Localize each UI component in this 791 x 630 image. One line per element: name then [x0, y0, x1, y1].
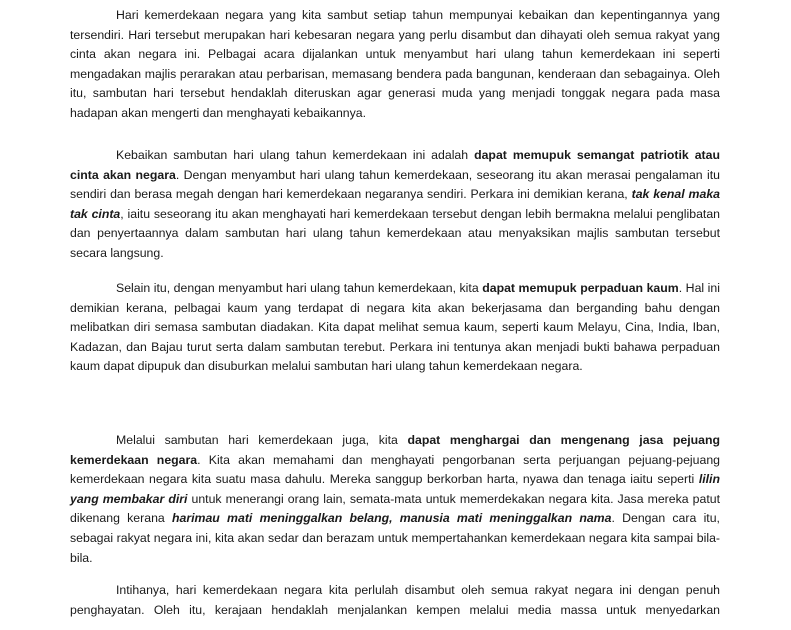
paragraph-text: Melalui sambutan hari kemerdekaan juga, kita — [116, 433, 408, 447]
proverb-bold-italic: harimau mati meninggalkan belang, manusia mati meninggalkan nama — [171, 511, 612, 526]
paragraph-text: Intihanya, hari kemerdekaan negara kita perlulah disambut oleh semua rakyat negara ini dengan penuh penghayatan. Oleh itu, kerajaan hendaklah menjalankan kempen melalui media massa untuk menyedarkan — [70, 583, 720, 617]
paragraph-text: , iaitu seseorang itu akan menghayati hari kemerdekaan tersebut dengan lebih bermakna melalui penglibatan dan penyertaannya dalam sambutan hari ulang tahun kemerdekaan atau menyaksikan majlis sambutan tersebut secara langsung. — [70, 206, 721, 260]
paragraph-patriotism — [70, 146, 720, 264]
paragraph-text: Hari kemerdekaan negara yang kita sambut setiap tahun mempunyai kebaikan dan kepentingannya yang tersendiri. Hari tersebut merupakan hari kebesaran negara yang perlu disambut dan dihayati oleh semua rakyat yang cinta akan negara ini. Pelbagai acara dijalankan untuk menyambut hari ulang tahun kemerdekaan ini seperti mengadakan majlis perarakan atau perbarisan, memasang bendera pada bangunan, kenderaan dan sebagainya. Oleh itu, sambutan hari tersebut hendaklah diteruskan agar generasi muda yang menjadi tonggak negara pada masa hadapan akan mengerti dan menghayati kebaikannya. — [70, 8, 720, 120]
proverb-bold-italic: lilin yang membakar diri — [70, 472, 720, 506]
paragraph-text: . Dengan menyambut hari ulang tahun kemerdekaan, seseorang itu akan merasai pengalaman itu sendiri dan berasa megah dengan hari kemerdekaan negaranya sendiri. Perkara ini demikian kerana, — [70, 167, 721, 202]
paragraph-text: untuk menerangi orang lain, semata-mata untuk memerdekakan negara kita. Jasa mereka patut dikenang kerana — [70, 491, 720, 526]
paragraph-heroes — [70, 431, 720, 568]
paragraph-text: Selain itu, dengan menyambut hari ulang tahun kemerdekaan, kita — [116, 281, 483, 295]
key-point-bold: dapat menghargai dan mengenang jasa pejuang kemerdekaan negara — [70, 433, 720, 467]
paragraph-text: . Kita akan memahami dan menghayati pengorbanan serta perjuangan pejuang-pejuang kemerdekaan negara kita suatu masa dahulu. Mereka sanggup berkorban harta, nyawa dan tenaga iaitu seperti — [70, 452, 721, 487]
key-point-bold: dapat memupuk perpaduan kaum — [482, 281, 679, 295]
paragraph-text: . Dengan cara itu, sebagai rakyat negara ini, kita akan sedar dan berazam untuk mempertahankan kemerdekaan negara kita sampai bila-bila. — [70, 511, 720, 565]
paragraph-introduction — [70, 6, 720, 124]
paragraph-conclusion — [70, 581, 720, 620]
paragraph-text: Kebaikan sambutan hari ulang tahun kemerdekaan ini adalah — [116, 148, 475, 162]
paragraph-unity — [70, 279, 720, 377]
paragraph-text: . Hal ini demikian kerana, pelbagai kaum yang terdapat di negara kita akan bekerjasama dan berganding bahu dengan melibatkan diri semasa sambutan diadakan. Kita dapat melihat semua kaum, seperti kaum Melayu, Cina, India, Iban, Kadazan, dan Bajau turut serta dalam sambutan terebut. Perkara ini tentunya akan menjadi bukti bahawa perpaduan kaum dapat dipupuk dan disuburkan melalui sambutan hari ulang tahun kemerdekaan negara. — [70, 281, 720, 374]
key-point-bold: dapat memupuk semangat patriotik atau cinta akan negara — [70, 148, 720, 182]
proverb-bold-italic: tak kenal maka tak cinta — [70, 187, 720, 221]
